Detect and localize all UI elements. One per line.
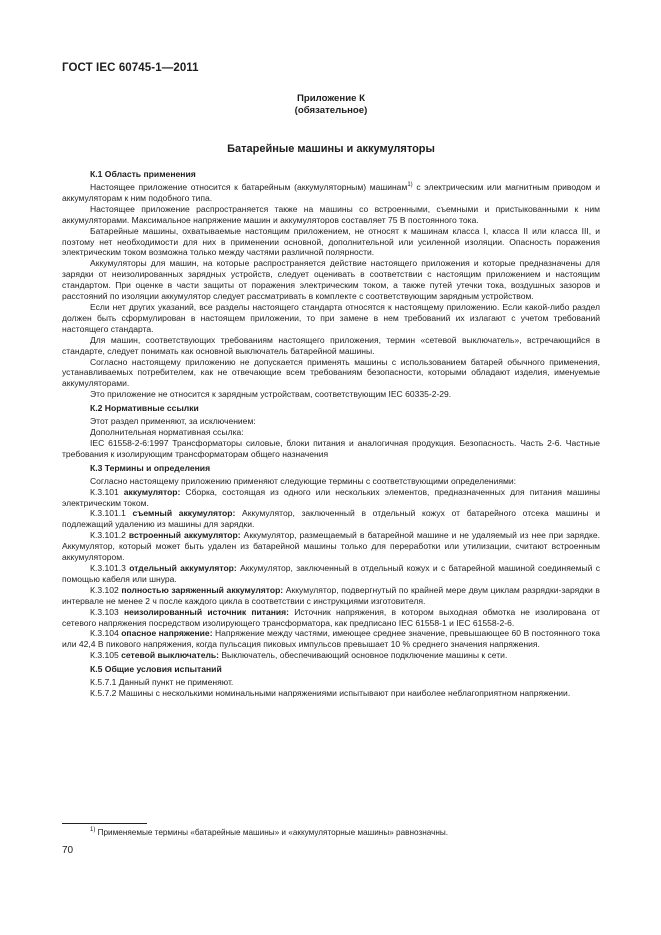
document-header: ГОСТ IEC 60745-1—2011	[62, 62, 199, 74]
term-definition: К.3.103 неизолированный источник питания: Источник напряжения, в котором выходная обмотка не изолирована от сетевого напряжения посредством изолирующего трансформатора, как предписано IEC 61558-1 и IEC 61558-2-6.	[62, 606, 600, 628]
term-definition: К.3.105 сетевой выключатель: Выключатель, обеспечивающий основное подключение машины к сети.	[90, 650, 508, 661]
paragraph: Настоящее приложение относится к батарейным (аккумуляторным) машинам$^{1)}$ с электрическим или магнитным приводом и аккумуляторам к ним подобного типа.	[62, 182, 600, 203]
paragraph: К.5.7.1 Данный пункт не применяют.	[90, 677, 234, 688]
footnote: $^{1)}$ Применяемые термины «батарейные машины» и «аккумуляторные машины» равнозначны.	[90, 827, 449, 837]
paragraph: Если нет других указаний, все разделы настоящего стандарта относятся к настоящему приложению. Если какой-либо раздел должен быть сформулирован в настоящем приложении, то при замене в нем требований их излагают с учетом требований настоящего стандарта.	[62, 301, 600, 334]
document-body	[62, 166, 600, 699]
paragraph: К.5.7.2 Машины с несколькими номинальными напряжениями испытывают при наиболее неблагоприятном напряжении.	[90, 688, 571, 699]
term-definition: К.3.101 аккумулятор: Сборка, состоящая из одного или нескольких элементов, предназначенных для питания машины электрическим током.	[62, 486, 600, 508]
paragraph: Для машин, соответствующих требованиям настоящего приложения, термин «сетевой выключатель», встречающийся в стандарте, следует понимать как основной выключатель батарейной машины.	[62, 334, 600, 356]
annex-status: (обязательное)	[294, 105, 368, 116]
paragraph: Дополнительная нормативная ссылка:	[90, 427, 244, 438]
section-heading-k2: К.2 Нормативные ссылки	[90, 403, 199, 414]
document-title: Батарейные машины и аккумуляторы	[227, 143, 435, 155]
paragraph: Согласно настоящему приложению не допускается применять машины с использованием батарей обычного применения, устанавливаемых потребителем, как не отвечающие всем требованиям безопасности, которыми обладают изделия, именуемые аккумуляторами.	[62, 356, 600, 389]
term-definition: К.3.101.2 встроенный аккумулятор: Аккумулятор, размещаемый в батарейной машине и не удаляемый из нее при зарядке. Аккумулятор, который может быть удален из батарейной машины только для переработки или утилизации, считают встроенным аккумулятором.	[62, 530, 601, 563]
paragraph: Аккумуляторы для машин, на которые распространяется действие настоящего приложения и которые предназначены для зарядки от неизолированных зарядных устройств, следует оценивать в соответствии с настоящим приложением и настоящим стандартом. При оценке в части защиты от поражения электрическим током, а также путей утечки тока, воздушных зазоров и расстояний по изоляции аккумулятор следует рассматривать в комплекте с соответствующим зарядным устройством.	[62, 258, 600, 302]
section-heading-k5: К.5 Общие условия испытаний	[90, 664, 222, 675]
term-definition: К.3.101.3 отдельный аккумулятор: Аккумулятор, заключенный в отдельный кожух и с батарейной машиной соединяемый с помощью кабеля или шнура.	[62, 563, 600, 584]
paragraph: Батарейные машины, охватываемые настоящим приложением, не относят к машинам класса I, класса II или класса III, и поэтому нет необходимости для них в применении основной, дополнительной или усиленной изоляции. Опасность поражения электрическим током возможна только между частями различной полярности.	[62, 225, 600, 258]
paragraph: Согласно настоящему приложению применяют следующие термины с соответствующими определениями:	[90, 475, 516, 486]
paragraph: Это приложение не относится к зарядным устройствам, соответствующим IEC 60335-2-29.	[90, 389, 452, 400]
footnote-divider	[62, 823, 147, 824]
footnote-ref: 1)	[407, 182, 413, 188]
paragraph: IEC 61558-2-6:1997 Трансформаторы силовые, блоки питания и аналогичная продукция. Безопасность. Часть 2-6. Частные требования к изолирующим трансформаторам общего назначения	[62, 437, 600, 459]
term-definition: К.3.102 полностью заряженный аккумулятор: Аккумулятор, подвергнутый по крайней мере двум циклам разрядки-зарядки в интервале не менее 2 ч после каждого цикла в соответствии с инструкциями изготовителя.	[62, 584, 600, 606]
term-definition: К.3.101.1 съемный аккумулятор: Аккумулятор, заключенный в отдельный кожух от батарейного отсека машины и подлежащий удалению из машины для зарядки.	[62, 508, 600, 530]
paragraph: Настоящее приложение распространяется также на машины со встроенными, съемными и пристыкованными к ним аккумуляторами. Максимальное напряжение машин и аккумуляторов составляет 75 В постоянного тока.	[62, 203, 600, 225]
term-definition: К.3.104 опасное напряжение: Напряжение между частями, имеющее среднее значение, превышающее 60 В постоянного тока или 42,4 В пикового напряжения, когда пульсация пиковых импульсов превышает 10 % среднего значения напряжения.	[62, 628, 600, 650]
paragraph: Этот раздел применяют, за исключением:	[90, 416, 256, 427]
section-heading-k3: К.3 Термины и определения	[90, 462, 211, 473]
annex-title: Приложение К	[297, 93, 365, 104]
page-number: 70	[62, 845, 74, 856]
section-heading-k1: К.1 Область применения	[90, 169, 196, 179]
